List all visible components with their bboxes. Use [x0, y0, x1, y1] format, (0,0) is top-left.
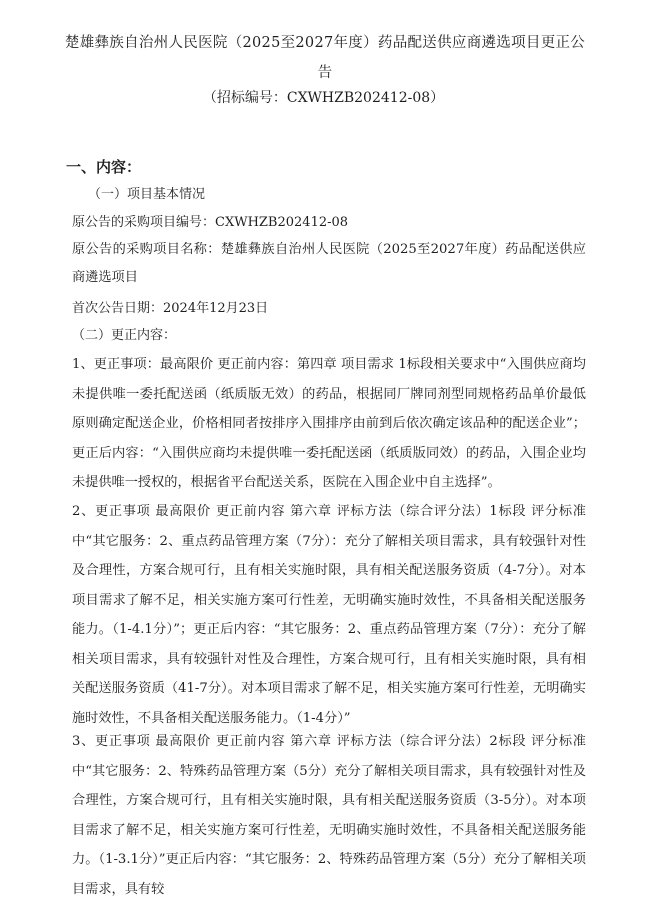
basic-info-heading: （一）项目基本情况 — [88, 187, 206, 202]
original-project-name: 原公告的采购项目名称：楚雄彝族自治州人民医院（2025至2027年度）药品配送供应商遴选项目 — [72, 242, 586, 285]
original-project-number: 原公告的采购项目编号：CXWHZB202412-08 — [72, 215, 349, 230]
section-heading-content: 一、内容： — [66, 158, 142, 176]
notice-title: 楚雄彝族自治州人民医院（2025至2027年度）药品配送供应商遴选项目更正公告 — [64, 35, 586, 81]
tender-number: （招标编号：CXWHZB202412-08） — [202, 90, 445, 106]
first-notice-date: 首次公告日期：2024年12月23日 — [72, 301, 269, 316]
correction-item-3: 3、更正事项 最高限价 更正前内容 第六章 评标方法（综合评分法）2标段 评分标准中“其它服务：2、特殊药品管理方案（5分）充分了解相关项目需求，具有较强针对性及合理性，方案合规可行，且有相关实施时限，具有相关配送服务资质（3-5分）。对本项目需求了解不足，相关实施方案可行性差，无明确实施时效性，不具备相关配送服务能力。（1-3.1分）”更正后内容：“其它服务：2、特殊药品管理方案（5分）充分了解相关项目需求，具有较 — [72, 734, 586, 897]
correction-item-1: 1、更正事项：最高限价 更正前内容：第四章 项目需求 1标段相关要求中“入围供应商均未提供唯一委托配送函（纸质版无效）的药品，根据同厂牌同剂型同规格药品单价最低原则确定配送企业，价格相同者按排序入围排序由前到后依次确定该品种的配送企业”；更正后内容：“入围供应商均未提供唯一委托配送函（纸质版同效）的药品，入围企业均未提供唯一授权的，根据省平台配送关系，医院在入围企业中自主选择”。 — [72, 357, 586, 490]
correction-item-2: 2、更正事项 最高限价 更正前内容 第六章 评标方法（综合评分法）1标段 评分标准中“其它服务：2、重点药品管理方案（7分）：充分了解相关项目需求，具有较强针对性及合理性，方案合规可行，且有相关实施时限，具有相关配送服务资质（4-7分）。对本项目需求了解不足，相关实施方案可行性差，无明确实施时效性，不具备相关配送服务能力。（1-4.1分）”；更正后内容：“其它服务：2、重点药品管理方案（7分）：充分了解相关项目需求，具有较强针对性及合理性，方案合规可行，且有相关实施时限，具有相关配送服务资质（41-7分）。对本项目需求了解不足，相关实施方案可行性差，无明确实施时效性，不具备相关配送服务能力。（1-4分）” — [72, 504, 586, 726]
correction-heading: （二）更正内容： — [72, 328, 177, 343]
